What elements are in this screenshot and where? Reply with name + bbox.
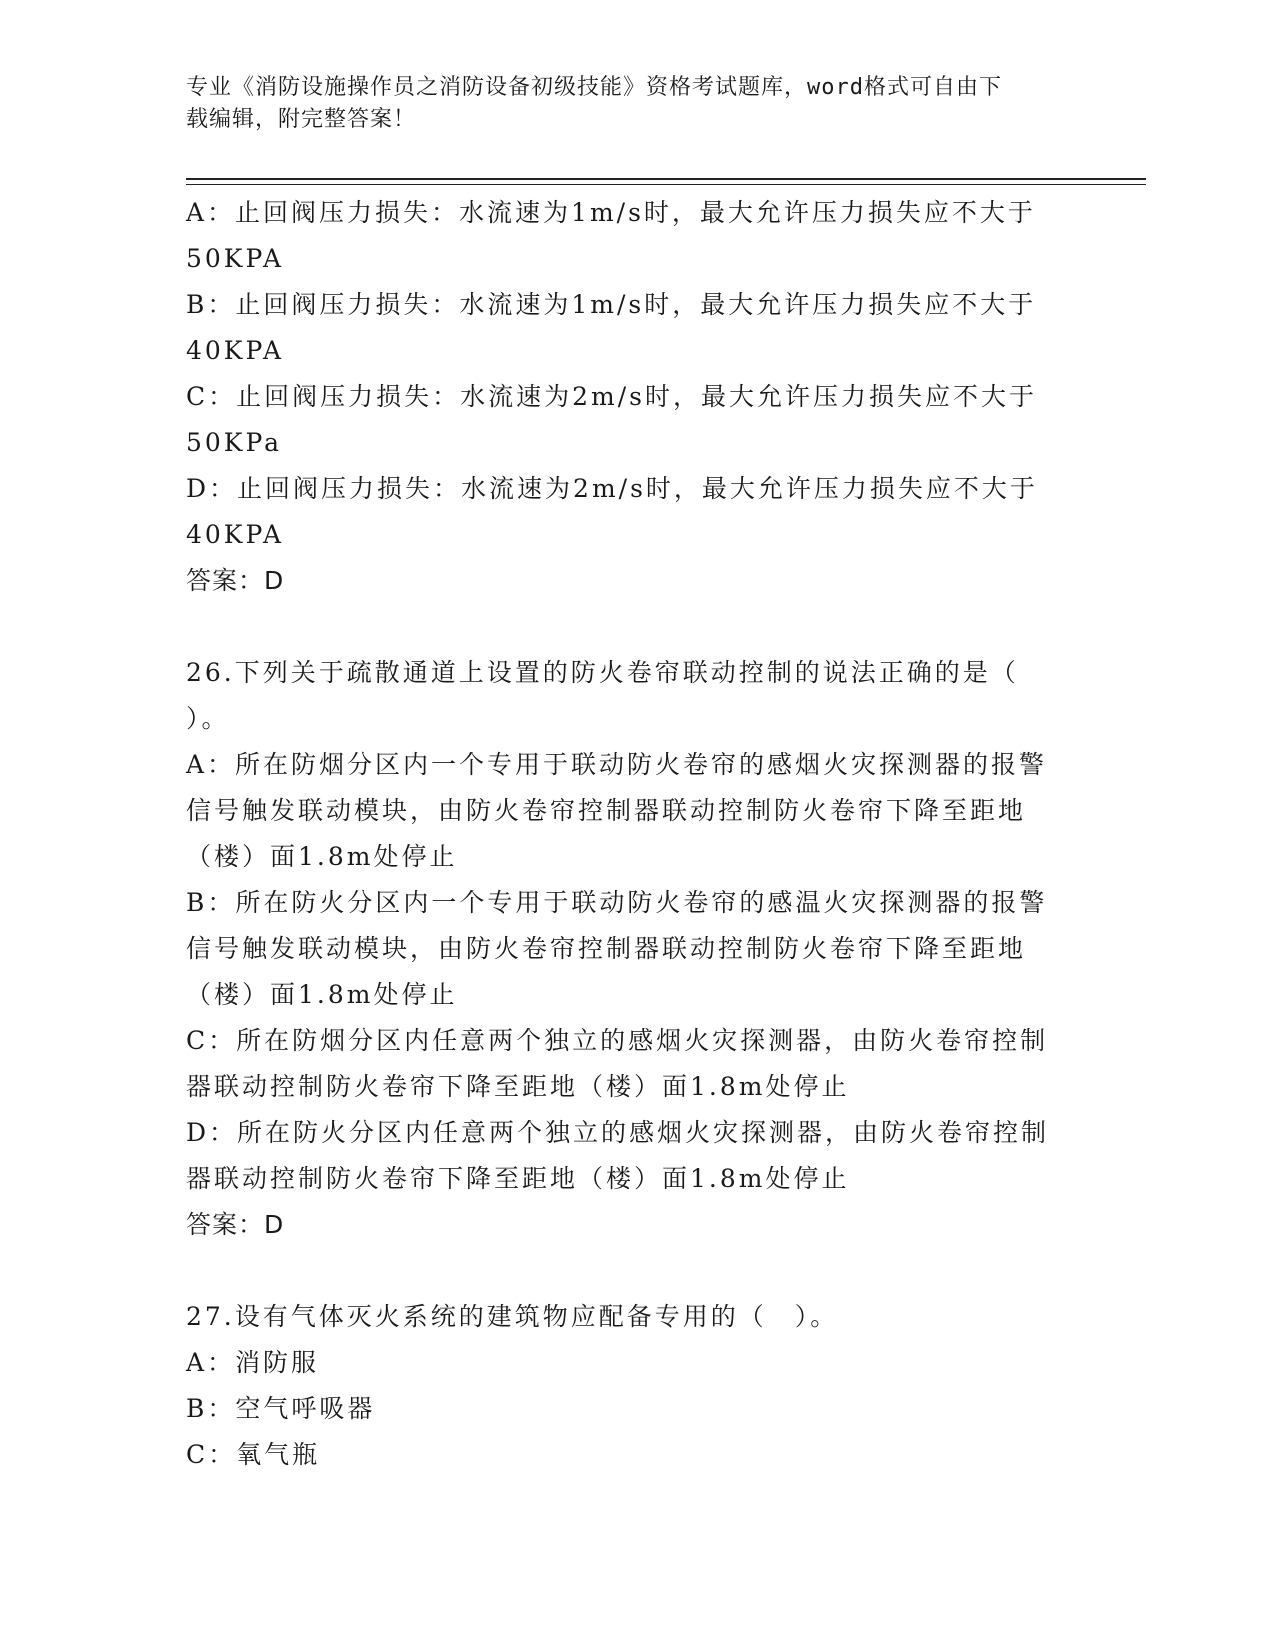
document-header — [186, 72, 1086, 136]
q25-option-c-line-1: C：止回阀压力损失：水流速为2m/s时，最大允许压力损失应不大于 — [186, 382, 1037, 411]
q25-option-b-line-1: B：止回阀压力损失：水流速为1m/s时，最大允许压力损失应不大于 — [186, 290, 1037, 319]
question-content — [186, 190, 1086, 1478]
q26-option-a-line-1: A：所在防烟分区内一个专用于联动防火卷帘的感烟火灾探测器的报警 — [186, 750, 1048, 779]
q27-option-c: C：氧气瓶 — [186, 1440, 321, 1469]
q25-option-d-line-1: D：止回阀压力损失：水流速为2m/s时，最大允许压力损失应不大于 — [186, 474, 1038, 503]
q27-option-a: A：消防服 — [186, 1348, 320, 1377]
q25-option-a-line-1: A：止回阀压力损失：水流速为1m/s时，最大允许压力损失应不大于 — [186, 198, 1036, 227]
q25-option-c-line-2: 50KPa — [186, 428, 283, 457]
q26-option-a-line-2: 信号触发联动模块，由防火卷帘控制器联动控制防火卷帘下降至距地 — [186, 796, 1027, 825]
q25-option-d-line-2: 40KPA — [186, 520, 285, 549]
header-line-1: 专业《消防设施操作员之消防设备初级技能》资格考试题库，word格式可自由下 — [186, 75, 1002, 100]
question-26 — [186, 650, 1086, 1248]
q27-stem: 27.设有气体灭火系统的建筑物应配备专用的（ ）。 — [186, 1302, 839, 1331]
spacer — [186, 1248, 1086, 1294]
header-line-2: 载编辑，附完整答案！ — [186, 107, 417, 132]
q26-option-d-line-1: D：所在防火分区内任意两个独立的感烟火灾探测器，由防火卷帘控制 — [186, 1118, 1050, 1147]
q26-option-b-line-1: B：所在防火分区内一个专用于联动防火卷帘的感温火灾探测器的报警 — [186, 888, 1048, 917]
q26-option-b-line-3: （楼）面1.8m处停止 — [186, 980, 458, 1009]
q26-stem-line-1: 26.下列关于疏散通道上设置的防火卷帘联动控制的说法正确的是（ — [186, 658, 1019, 687]
spacer — [186, 604, 1086, 650]
q26-option-c-line-2: 器联动控制防火卷帘下降至距地（楼）面1.8m处停止 — [186, 1072, 850, 1101]
header-divider-thin — [186, 184, 1146, 185]
q26-answer: 答案：D — [186, 1210, 285, 1239]
q25-option-a-line-2: 50KPA — [186, 244, 285, 273]
q25-option-b-line-2: 40KPA — [186, 336, 285, 365]
header-divider-thick — [186, 178, 1146, 180]
q27-option-b: B：空气呼吸器 — [186, 1394, 376, 1423]
q26-stem-line-2: ）。 — [186, 704, 230, 733]
q26-option-a-line-3: （楼）面1.8m处停止 — [186, 842, 458, 871]
question-27 — [186, 1294, 1086, 1478]
q26-option-d-line-2: 器联动控制防火卷帘下降至距地（楼）面1.8m处停止 — [186, 1164, 850, 1193]
q26-option-b-line-2: 信号触发联动模块，由防火卷帘控制器联动控制防火卷帘下降至距地 — [186, 934, 1027, 963]
q25-answer: 答案：D — [186, 566, 285, 595]
question-25 — [186, 190, 1086, 604]
q26-option-c-line-1: C：所在防烟分区内任意两个独立的感烟火灾探测器，由防火卷帘控制 — [186, 1026, 1049, 1055]
